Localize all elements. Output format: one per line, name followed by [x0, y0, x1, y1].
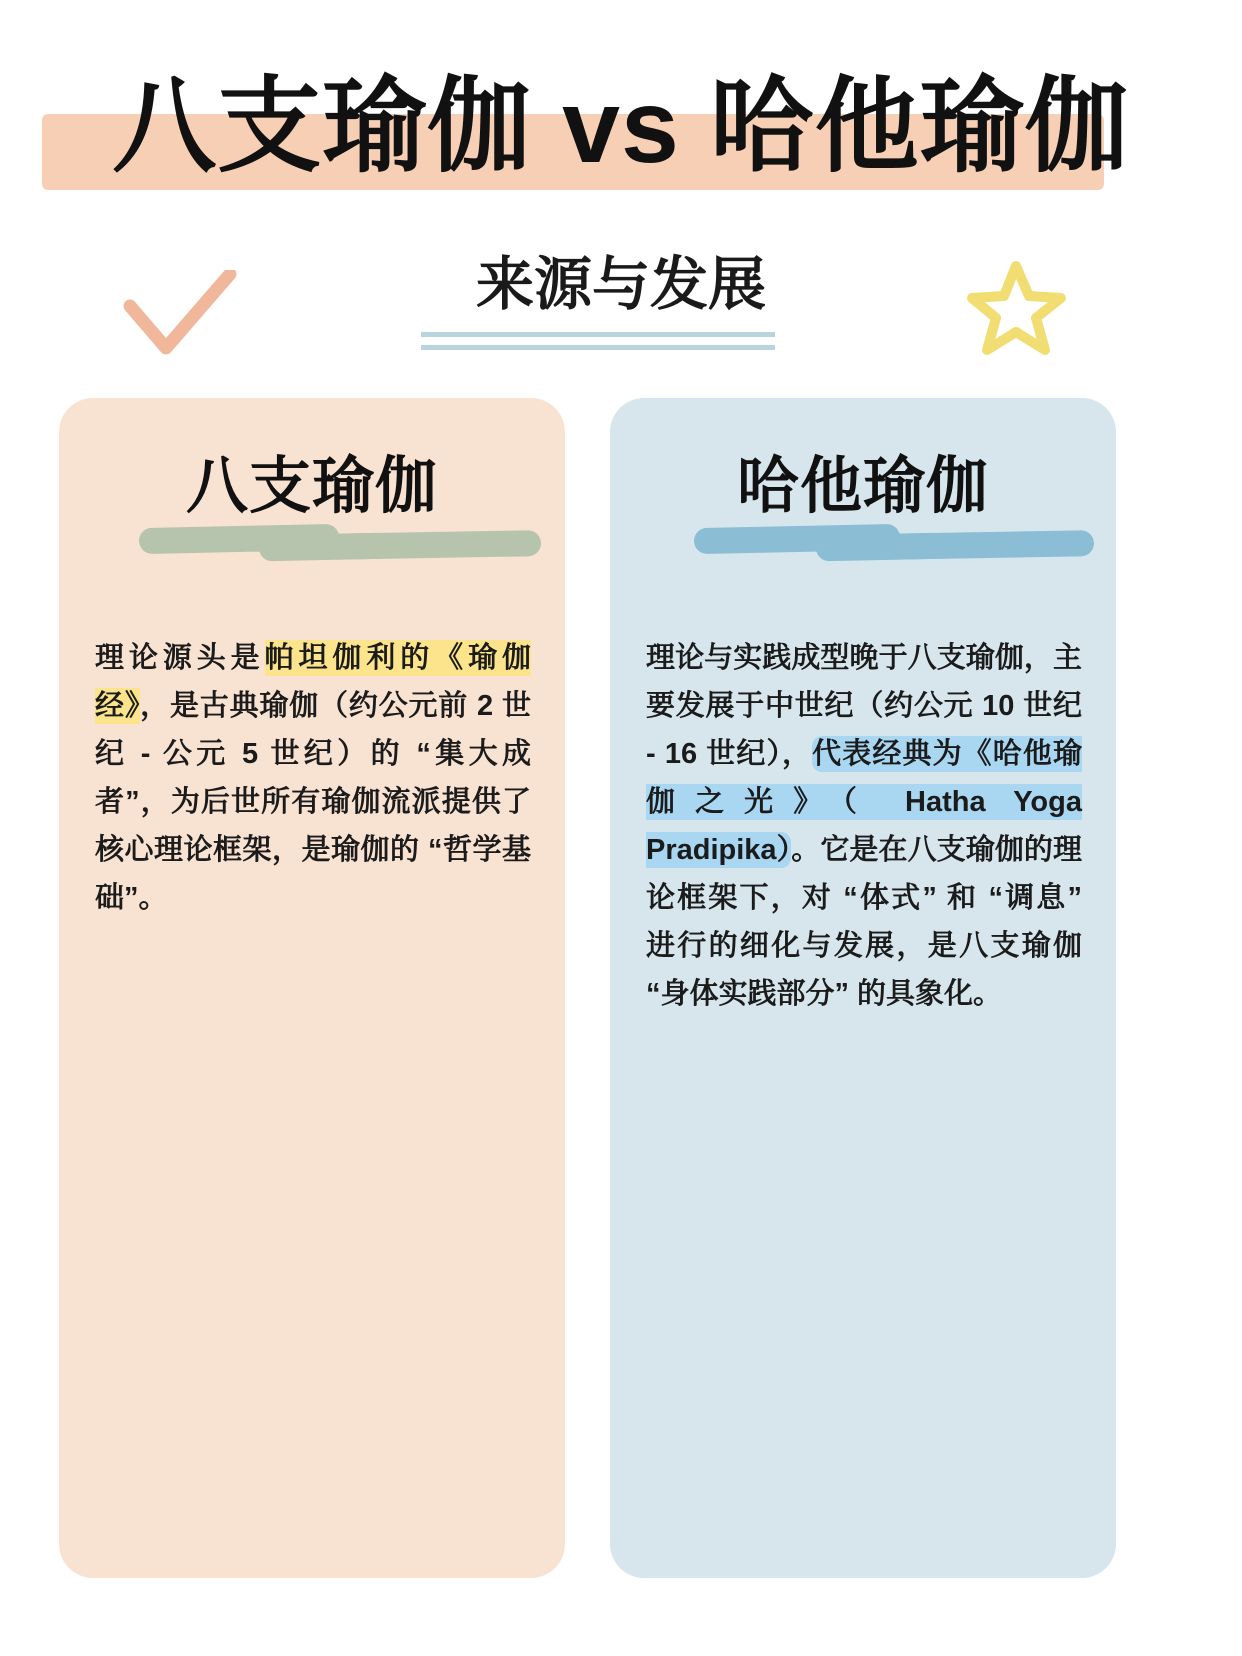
card-heading-hatha: 哈他瑜伽: [736, 452, 989, 521]
subtitle-underline-top: [421, 332, 775, 337]
check-icon: [120, 270, 240, 360]
page-title-area: [0, 62, 1242, 192]
card-heading-area-left: [59, 446, 565, 528]
brush-stroke-left-3: [325, 530, 541, 560]
star-icon: [966, 258, 1066, 358]
body-segment-highlight: 帕坦伽利的《瑜伽经》: [95, 642, 531, 722]
body-segment-plain: 理论与实践成型晚于八支瑜伽，主要发展于中世纪（约公元 10 世纪 - 16 世纪），: [646, 642, 1082, 770]
subtitle-underline-bottom: [421, 345, 775, 350]
comparison-card-hatha: [610, 398, 1116, 1578]
brush-stroke-right-3: [882, 530, 1094, 560]
comparison-card-ashtanga: [59, 398, 565, 1578]
card-heading-ashtanga: 八支瑜伽: [185, 452, 438, 521]
body-segment-plain: 。它是在八支瑜伽的理论框架下，对 “体式” 和 “调息” 进行的细化与发展，是八支瑜伽 “身体实践部分” 的具象化。: [646, 834, 1082, 1010]
body-segment-plain: ，是古典瑜伽（约公元前 2 世纪 - 公元 5 世纪）的 “集大成者”，为后世所有瑜伽流派提供了核心理论框架，是瑜伽的 “哲学基础”。: [95, 690, 531, 914]
card-body-hatha: [646, 634, 1082, 1018]
card-body-ashtanga: [95, 634, 531, 922]
body-segment-plain: 理论源头是: [95, 642, 265, 674]
card-heading-area-right: [610, 446, 1116, 528]
page-title: 八支瑜伽 vs 哈他瑜伽: [112, 69, 1130, 185]
body-segment-highlight: 代表经典为《哈他瑜伽之光》（ Hatha Yoga Pradipika）: [646, 738, 1082, 866]
section-subtitle: 来源与发展: [475, 252, 766, 317]
